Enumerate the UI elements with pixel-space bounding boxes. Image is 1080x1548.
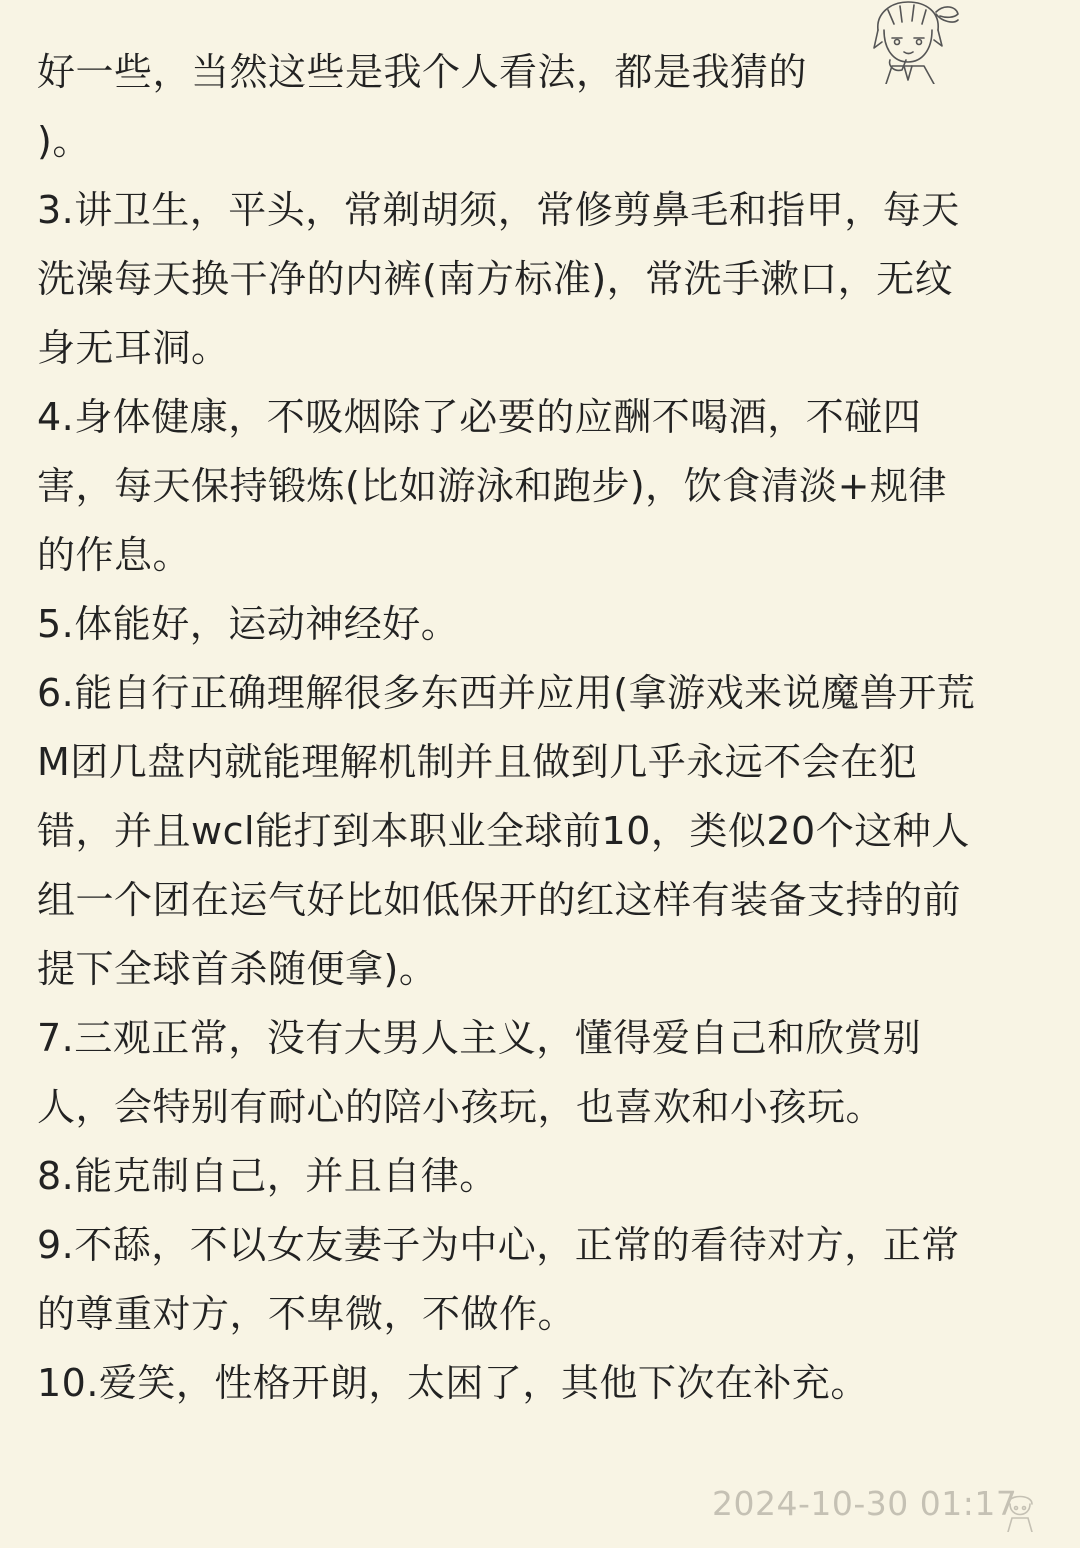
note-line: 洗澡每天换干净的内裤(南方标准)，常洗手漱口，无纹	[37, 257, 954, 301]
note-line: )。	[37, 119, 91, 163]
note-body	[37, 38, 1047, 1418]
anime-sticker-icon	[864, 0, 964, 84]
note-line: 害，每天保持锻炼(比如游泳和跑步)，饮食清淡+规律	[37, 464, 947, 508]
note-line: 的尊重对方，不卑微，不做作。	[37, 1292, 577, 1336]
note-line: 的作息。	[37, 533, 192, 577]
note-line: 8.能克制自己，并且自律。	[37, 1154, 498, 1198]
note-line: 4.身体健康，不吸烟除了必要的应酬不喝酒，不碰四	[37, 395, 922, 439]
note-line: 10.爱笑，性格开朗，太困了，其他下次在补充。	[37, 1361, 869, 1405]
note-line: 人，会特别有耐心的陪小孩玩，也喜欢和小孩玩。	[37, 1085, 885, 1129]
note-line: M团几盘内就能理解机制并且做到几乎永远不会在犯	[37, 740, 918, 784]
note-line: 9.不舔，不以女友妻子为中心，正常的看待对方，正常	[37, 1223, 960, 1267]
note-line: 错，并且wcl能打到本职业全球前10，类似20个这种人	[37, 809, 970, 853]
note-line: 6.能自行正确理解很多东西并应用(拿游戏来说魔兽开荒	[37, 671, 976, 715]
note-line: 7.三观正常，没有大男人主义，懂得爱自己和欣赏别	[37, 1016, 922, 1060]
note-line: 组一个团在运气好比如低保开的红这样有装备支持的前	[37, 878, 962, 922]
note-line: 提下全球首杀随便拿)。	[37, 947, 438, 991]
note-line: 好一些，当然这些是我个人看法，都是我猜的	[37, 50, 808, 94]
mini-character-icon	[1000, 1488, 1040, 1532]
note-line: 身无耳洞。	[37, 326, 230, 370]
note-line: 3.讲卫生，平头，常剃胡须，常修剪鼻毛和指甲，每天	[37, 188, 960, 232]
post-timestamp: 2024-10-30 01:17	[712, 1484, 1018, 1523]
note-line: 5.体能好，运动神经好。	[37, 602, 460, 646]
